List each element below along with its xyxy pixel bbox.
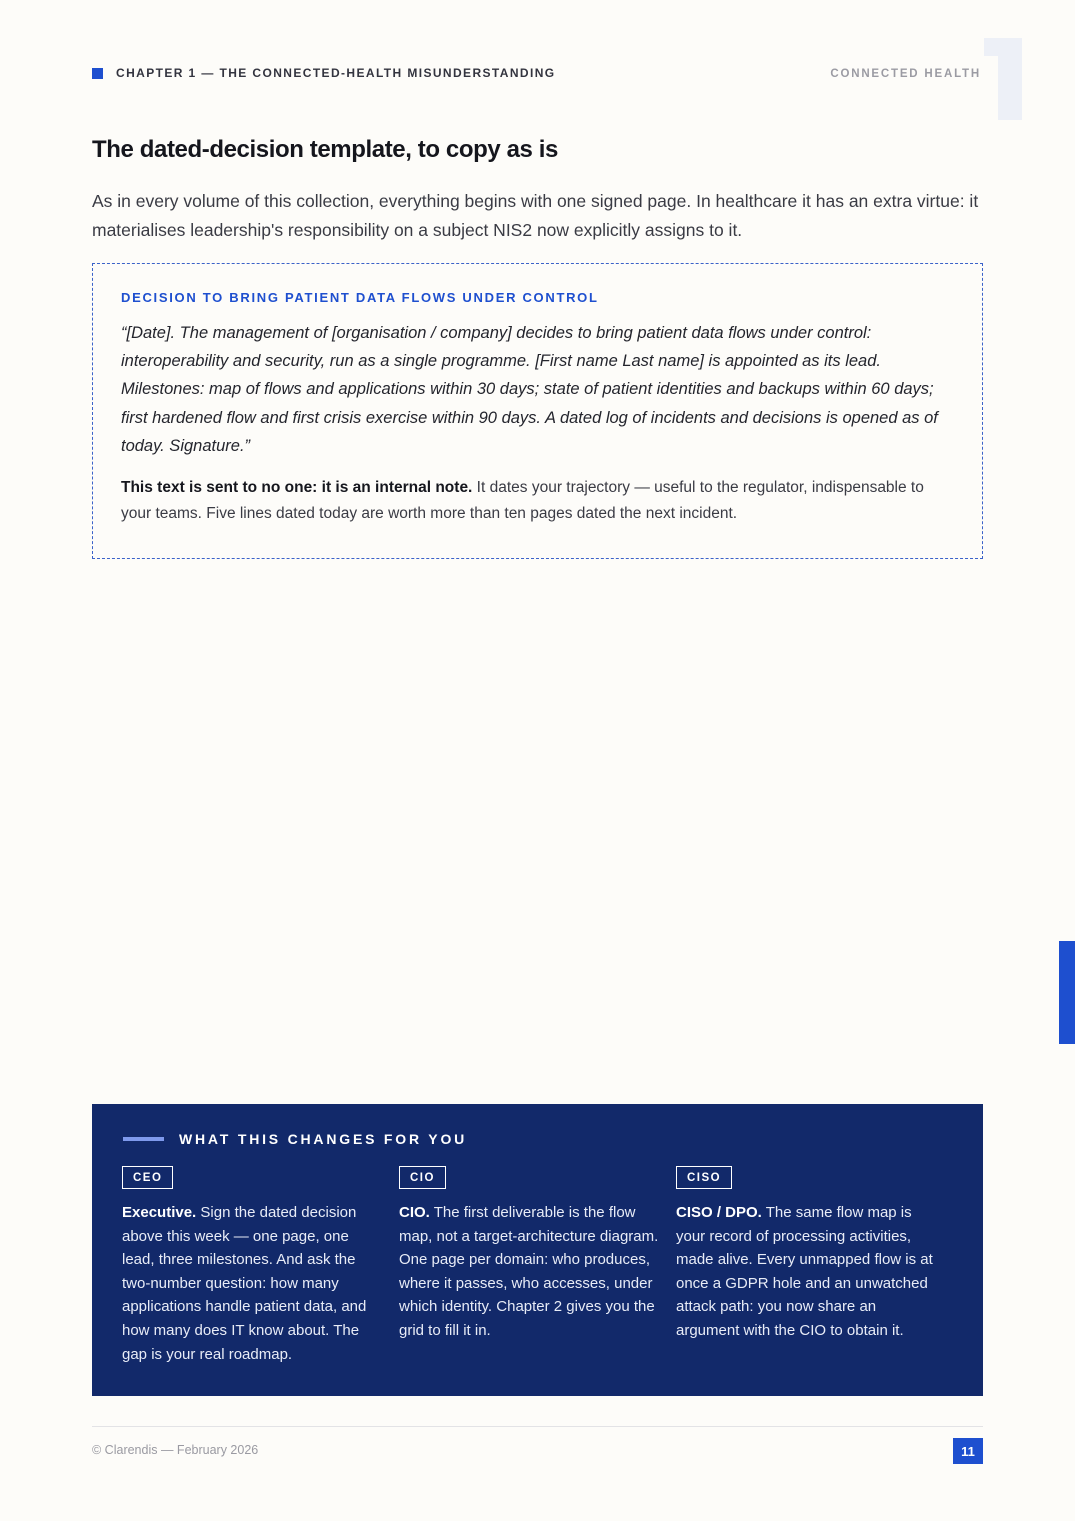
panel-rule (123, 1137, 164, 1141)
role-column-cio (399, 1166, 676, 1366)
role-lead-cio: CIO. (399, 1204, 430, 1221)
role-column-ciso (676, 1166, 953, 1366)
footer-copyright: © Clarendis — February 2026 (92, 1443, 259, 1457)
chapter-numeral-decoration (970, 28, 1026, 124)
numeral-stem (998, 38, 1022, 120)
decision-template-box (92, 263, 983, 559)
template-quote: “[Date]. The management of [organisation / company] decides to bring patient data flows under control: interoperability and security, run as a single programme. [First name Last name] is appointed as its lead. Milestones: map of flows and applications within 30 days; state of patient identities and backups within 60 days; first hardened flow and first crisis exercise within 90 days. A dated log of incidents and decisions is opened as of today. Signature.” (121, 324, 938, 455)
chapter-label: CHAPTER 1 — THE CONNECTED-HEALTH MISUNDERSTANDING (116, 66, 556, 80)
footer-rule (92, 1426, 983, 1427)
page-number: 11 (953, 1438, 983, 1464)
role-columns (122, 1166, 953, 1366)
role-text-cio (399, 1201, 659, 1343)
intro-paragraph: As in every volume of this collection, everything begins with one signed page. In healthcare it has an extra virtue: it materialises leadership's responsibility on a subject NIS2 now explicitly assigns to it. (92, 191, 979, 240)
role-lead-ceo: Executive. (122, 1204, 197, 1221)
section-title: The dated-decision template, to copy as is (92, 136, 558, 163)
role-body-ciso: The same flow map is your record of processing activities, made alive. Every unmapped flow is at once a GDPR hole and an unwatched attack path: you now share an argument with the CIO to obtain it. (676, 1204, 933, 1339)
template-note (121, 475, 954, 527)
side-tab-marker (1059, 941, 1075, 1044)
role-tag-ciso: CISO (676, 1166, 732, 1189)
role-tag-cio: CIO (399, 1166, 446, 1189)
template-note-bold: This text is sent to no one: it is an internal note. (121, 479, 473, 497)
template-box-title: DECISION TO BRING PATIENT DATA FLOWS UNDER CONTROL (121, 290, 599, 305)
role-lead-ciso: CISO / DPO. (676, 1204, 762, 1221)
role-text-ciso (676, 1201, 936, 1343)
template-note-rest: It dates your trajectory — useful to the regulator, indispensable to your teams. Five lines dated today are worth more than ten pages dated the next incident. (121, 479, 924, 523)
panel-title: WHAT THIS CHANGES FOR YOU (179, 1131, 468, 1147)
chapter-marker (92, 68, 103, 79)
running-head: CONNECTED HEALTH (830, 68, 981, 80)
role-body-cio: The first deliverable is the flow map, not a target-architecture diagram. One page per domain: who produces, where it passes, who accesses, under which identity. Chapter 2 gives you the grid to fill it in. (399, 1204, 659, 1339)
role-body-ceo: Sign the dated decision above this week — one page, one lead, three milestones. And ask the two-number question: how many applications handle patient data, and how many does IT know about. The gap is your real roadmap. (122, 1204, 367, 1363)
role-column-ceo (122, 1166, 399, 1366)
what-this-changes-panel (92, 1104, 983, 1396)
role-tag-ceo: CEO (122, 1166, 173, 1189)
role-text-ceo (122, 1201, 382, 1366)
